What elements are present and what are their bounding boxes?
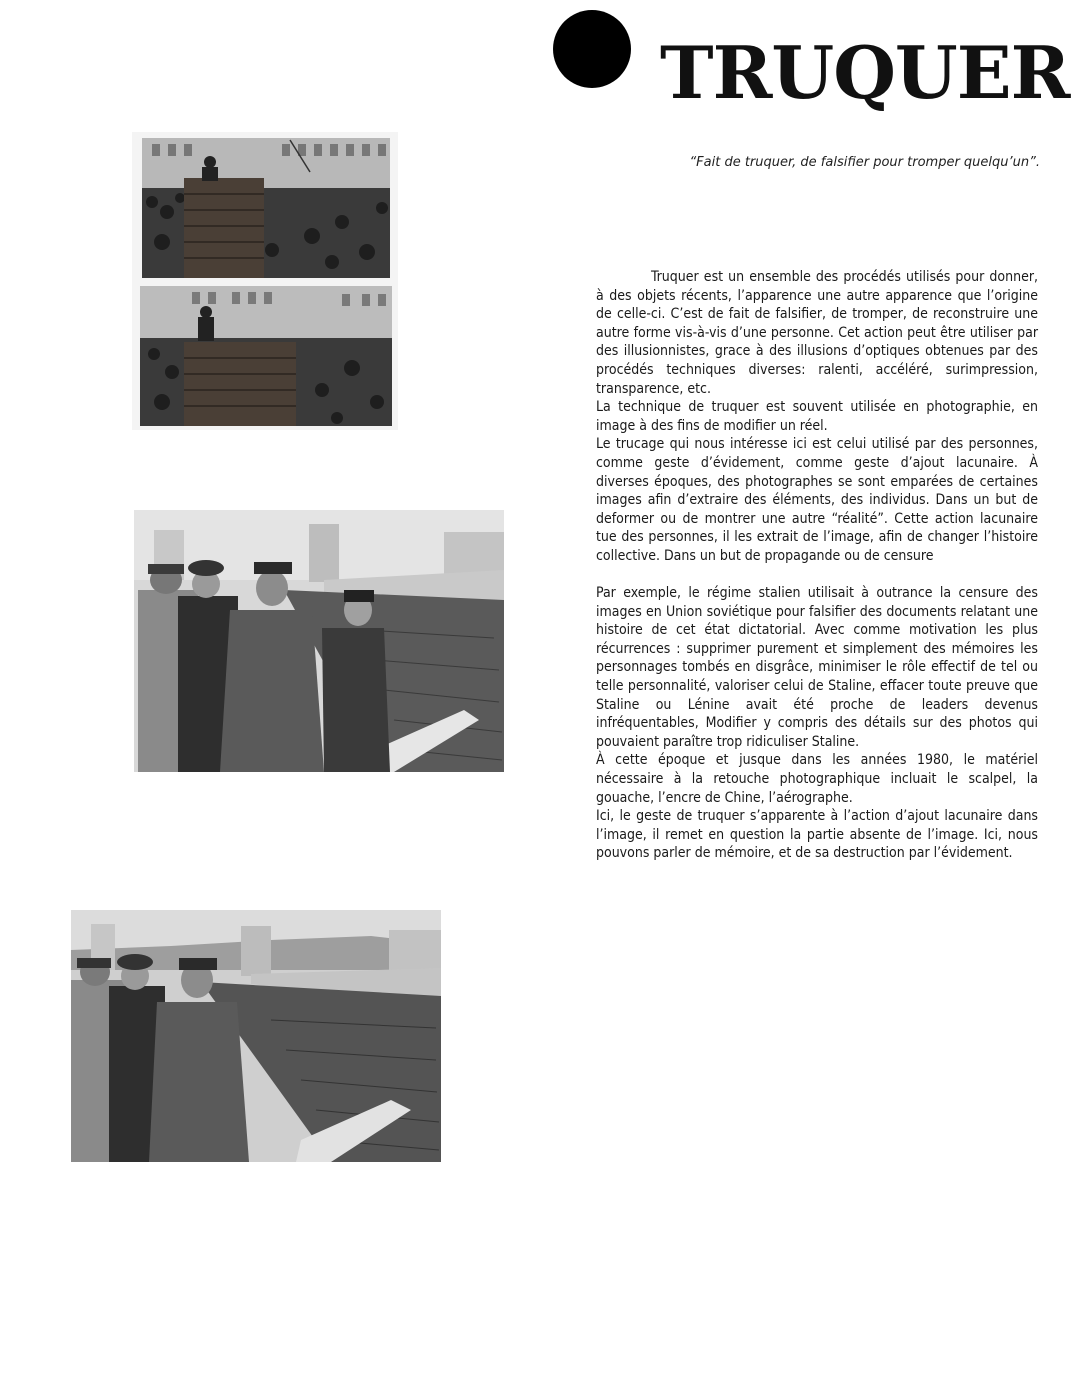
paragraph-photography: La technique de truquer est souvent utilisée en photographie, en image à des fins de modifier un réel. [596, 399, 1038, 434]
paragraph-trucage: Le trucage qui nous intéresse ici est celui utilisé par des personnes, comme geste d’évidement, comme geste d’ajout lacunaire. À diverses époques, des photographes se sont emparées de certaines images afin d’extraire des éléments, des individus. Dans un but de deformer ou de montrer une autre “réalité”. Cette action lacunaire tue des personnes, il les extrait de l’image, afin de changer l’histoire collective. Dans un but de propagande ou de censure [596, 436, 1038, 564]
definition-quote: “Fait de truquer, de falsifier pour tromper quelqu’un”. [689, 155, 1040, 170]
paragraph-retouch-tools: À cette époque et jusque dans les années 1980, le matériel nécessaire à la retouche photographique incluait le scalpel, la gouache, l’encre de Chine, l’aérographe. [596, 752, 1038, 806]
black-circle-icon [553, 10, 631, 88]
paragraph-intro: Truquer est un ensemble des procédés utilisés pour donner, à des objets récents, l’apparence une autre apparence que l’origine de celle-ci. C’est de fait de falsifier, de tromper, de reconstruire une autre forme vis-à-vis d’une personne. Cet action peut être utiliser par des illusionnistes, grace à des illusions d’optiques obtenues par des procédés techniques diverses: ralenti, accéléré, surimpression, transparence, etc. [596, 269, 1038, 397]
canal-four-men-photo [134, 510, 504, 772]
paragraph-conclusion: Ici, le geste de truquer s’apparente à l’action d’ajout lacunaire dans l’image, il remet en question la partie absente de l’image. Ici, nous pouvons parler de mémoire, et de sa destruction par l’évidement. [596, 808, 1038, 862]
page-title: TRUQUER [660, 30, 1070, 115]
article-body [596, 268, 1038, 863]
lenin-speech-photo-pair [132, 132, 398, 430]
paragraph-stalin-regime: Par exemple, le régime stalien utilisait à outrance la censure des images en Union soviétique pour falsifier des documents relatant une histoire de cet état dictatorial. Avec comme motivation les plus récurrences : supprimer purement et simplement des mémoires les personnages tombés en disgrâce, minimiser le rôle effectif de tel ou telle personnalité, valoriser celui de Staline, effacer toute preuve que Staline ou Lénine avait été proche de leaders devenus infréquentables, Modifier y compris des détails sur des photos qui pouvaient paraître trop ridiculiser Staline. [596, 585, 1038, 750]
canal-three-men-retouched-photo [71, 910, 441, 1162]
